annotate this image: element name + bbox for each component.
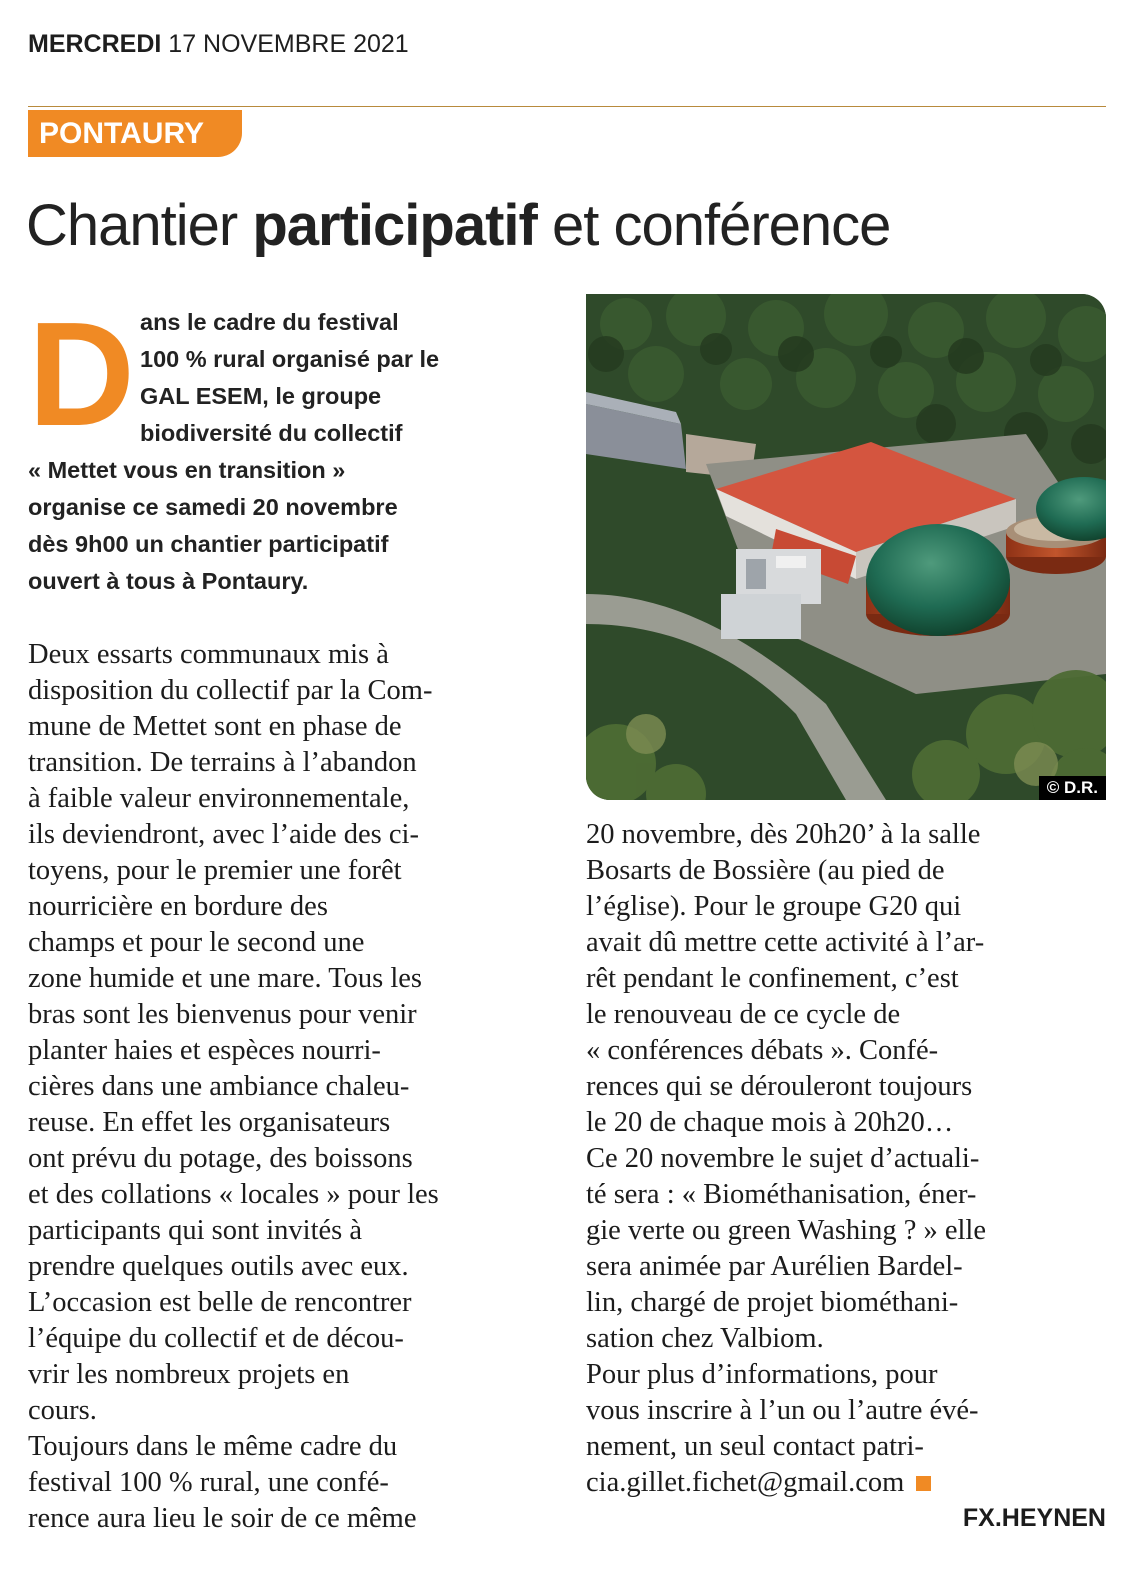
end-mark [916, 1476, 931, 1491]
lead-dropcap: D [28, 292, 135, 457]
section-kicker: PONTAURY [28, 110, 242, 157]
lead-line: GAL ESEM, le groupe [140, 383, 382, 409]
body-line: ils deviendront, avec l’aide des ci- [28, 819, 419, 850]
body-line: rences qui se dérouleront toujours [586, 1071, 973, 1102]
body-line: vrir les nombreux projets en [28, 1359, 350, 1390]
lead-line: ouvert à tous à Pontaury. [28, 568, 309, 594]
body-line: l’équipe du collectif et de décou- [28, 1323, 404, 1354]
body-line: nement, un seul contact patri- [586, 1431, 924, 1462]
body-line: 20 novembre, dès 20h20’ à la salle [586, 819, 981, 850]
body-line: « conférences débats ». Confé- [586, 1035, 939, 1066]
photo-credit: © D.R. [1039, 776, 1106, 800]
biogas-plant-aerial-image [586, 294, 1106, 800]
article-column-2 [586, 817, 1106, 1501]
body-line: sera animée par Aurélien Bardel- [586, 1251, 963, 1282]
article-photo [586, 294, 1106, 800]
body-line: gie verte ou green Washing ? » elle [586, 1215, 986, 1246]
body-line: le 20 de chaque mois à 20h20… [586, 1107, 954, 1138]
body-line: disposition du collectif par la Com- [28, 675, 433, 706]
body-line: transition. De terrains à l’abandon [28, 747, 417, 778]
body-line: l’église). Pour le groupe G20 qui [586, 891, 962, 922]
body-line: mune de Mettet sont en phase de [28, 711, 402, 742]
article-headline [26, 186, 890, 266]
lead-line: « Mettet vous en transition » [28, 457, 346, 483]
body-line: et des collations « locales » pour les [28, 1179, 439, 1210]
body-line: cours. [28, 1395, 97, 1426]
headline-pre: Chantier [26, 193, 253, 258]
article-column-1 [28, 637, 546, 1537]
body-line: lin, chargé de projet biométhani- [586, 1287, 959, 1318]
body-line: zone humide et une mare. Tous les [28, 963, 422, 994]
body-line: Toujours dans le même cadre du [28, 1431, 398, 1462]
body-line: rêt pendant le confinement, c’est [586, 963, 959, 994]
headline-post: et conférence [536, 193, 891, 258]
body-line: festival 100 % rural, une confé- [28, 1467, 389, 1498]
dateline-day: MERCREDI [28, 30, 162, 58]
body-line: té sera : « Biométhanisation, éner- [586, 1179, 977, 1210]
lead-line: biodiversité du collectif [140, 420, 403, 446]
lead-line: 100 % rural organisé par le [140, 346, 440, 372]
dateline-date: 17 NOVEMBRE 2021 [168, 30, 409, 58]
body-line: avait dû mettre cette activité à l’ar- [586, 927, 985, 958]
lead-line: dès 9h00 un chantier participatif [28, 531, 389, 557]
header-rule [28, 106, 1106, 107]
body-line: toyens, pour le premier une forêt [28, 855, 402, 886]
body-line: rence aura lieu le soir de ce même [28, 1503, 417, 1534]
article-byline: FX.HEYNEN [962, 1504, 1106, 1532]
body-line: Pour plus d’informations, pour [586, 1359, 938, 1390]
body-line: prendre quelques outils avec eux. [28, 1251, 409, 1282]
body-line: Ce 20 novembre le sujet d’actuali- [586, 1143, 980, 1174]
body-line: sation chez Valbiom. [586, 1323, 824, 1354]
body-line: cia.gillet.fichet@gmail.com [586, 1465, 1106, 1501]
body-line: Bosarts de Bossière (au pied de [586, 855, 945, 886]
article-lead [28, 292, 498, 600]
lead-line: organise ce samedi 20 novembre [28, 494, 398, 520]
body-line: reuse. En effet les organisateurs [28, 1107, 391, 1138]
headline-bold: participatif [252, 193, 537, 258]
body-line: participants qui sont invités à [28, 1215, 363, 1246]
dateline [28, 30, 409, 59]
body-line: L’occasion est belle de rencontrer [28, 1287, 412, 1318]
body-line: Deux essarts communaux mis à [28, 639, 389, 670]
body-line: cières dans une ambiance chaleu- [28, 1071, 410, 1102]
body-line: à faible valeur environnementale, [28, 783, 410, 814]
body-line: planter haies et espèces nourri- [28, 1035, 381, 1066]
body-line: vous inscrire à l’un ou l’autre évé- [586, 1395, 979, 1426]
body-line: nourricière en bordure des [28, 891, 328, 922]
body-line: le renouveau de ce cycle de [586, 999, 901, 1030]
lead-line: ans le cadre du festival [140, 309, 399, 335]
body-line: bras sont les bienvenus pour venir [28, 999, 417, 1030]
body-line: champs et pour le second une [28, 927, 365, 958]
body-line: ont prévu du potage, des boissons [28, 1143, 413, 1174]
